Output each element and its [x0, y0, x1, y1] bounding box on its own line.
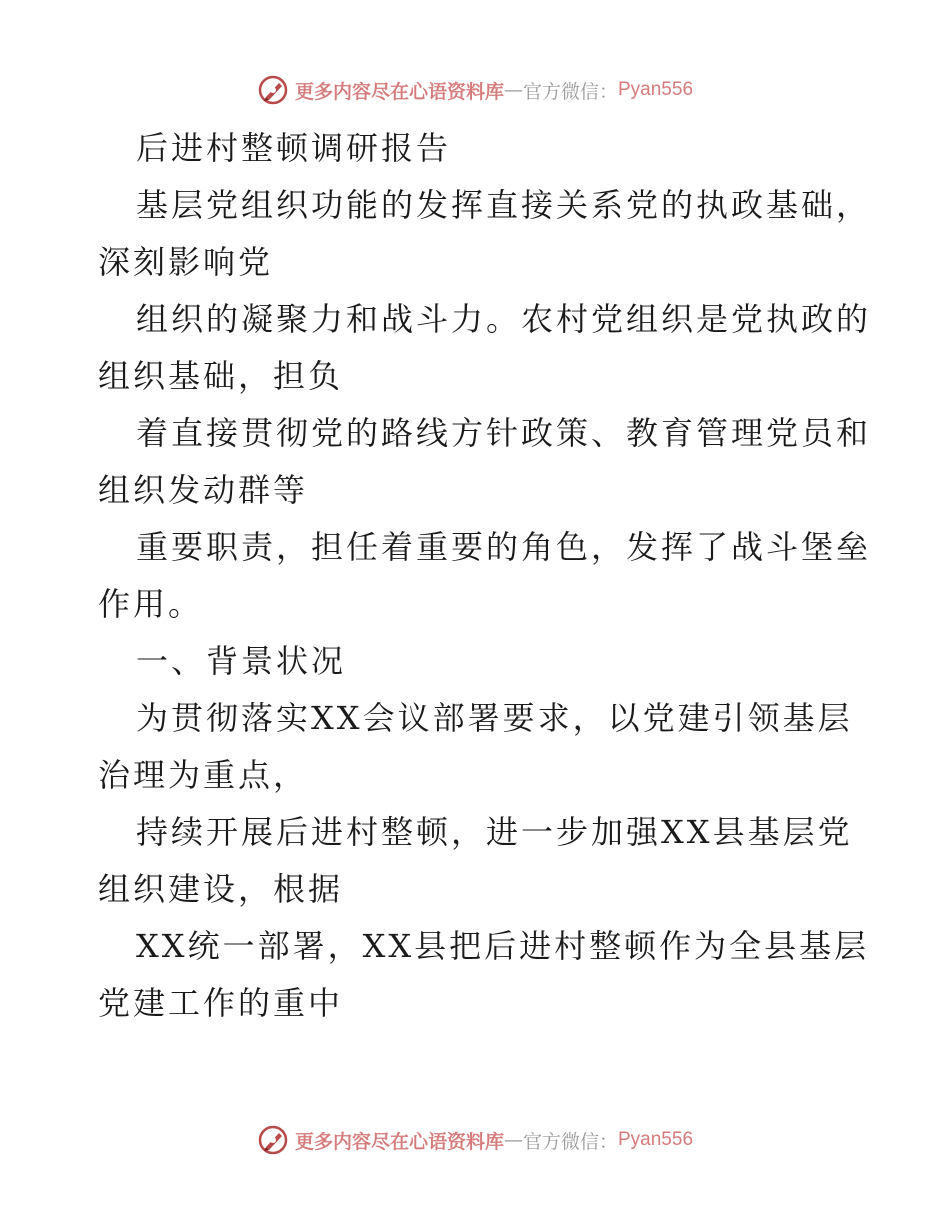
paragraph-line: 组织建设，根据	[98, 870, 344, 908]
watermark-wechat-label: 官方微信：	[522, 1130, 618, 1153]
paragraph-line: 组织基础，担负	[98, 357, 344, 395]
pen-logo-icon	[257, 74, 289, 106]
document-title: 后进村整顿调研报告	[136, 129, 452, 167]
watermark-banner-bottom	[0, 1120, 950, 1160]
watermark-dash: —	[503, 79, 523, 101]
paragraph-line: 组织发动群等	[98, 471, 309, 509]
paragraph-line: 为贯彻落实XX会议部署要求，以党建引领基层	[136, 699, 853, 737]
pen-logo-icon	[257, 1124, 289, 1156]
watermark-wechat-id: Pyan556	[618, 79, 694, 100]
paragraph-line: XX统一部署，XX县把后进村整顿作为全县基层	[136, 927, 870, 965]
watermark-banner-top	[0, 70, 950, 110]
watermark-wechat-id: Pyan556	[618, 1129, 694, 1150]
paragraph-line: 持续开展后进村整顿，进一步加强XX县基层党	[136, 813, 853, 851]
watermark-wechat-label: 官方微信：	[522, 80, 618, 103]
paragraph-line: 深刻影响党	[98, 243, 274, 281]
paragraph-line: 组织的凝聚力和战斗力。农村党组织是党执政的	[136, 300, 872, 338]
document-body	[98, 120, 872, 1032]
paragraph-line: 党建工作的重中	[98, 984, 344, 1022]
section-heading: 一、背景状况	[136, 642, 347, 680]
paragraph-line: 基层党组织功能的发挥直接关系党的执政基础，	[136, 186, 872, 224]
watermark-site-text: 更多内容尽在心语资料库	[294, 1130, 504, 1153]
paragraph-line: 作用。	[98, 585, 204, 623]
paragraph-line: 治理为重点，	[98, 756, 309, 794]
watermark-site-text: 更多内容尽在心语资料库	[294, 80, 504, 103]
paragraph-line: 重要职责，担任着重要的角色，发挥了战斗堡垒	[136, 528, 872, 566]
watermark-dash: —	[503, 1129, 523, 1151]
paragraph-line: 着直接贯彻党的路线方针政策、教育管理党员和	[136, 414, 872, 452]
